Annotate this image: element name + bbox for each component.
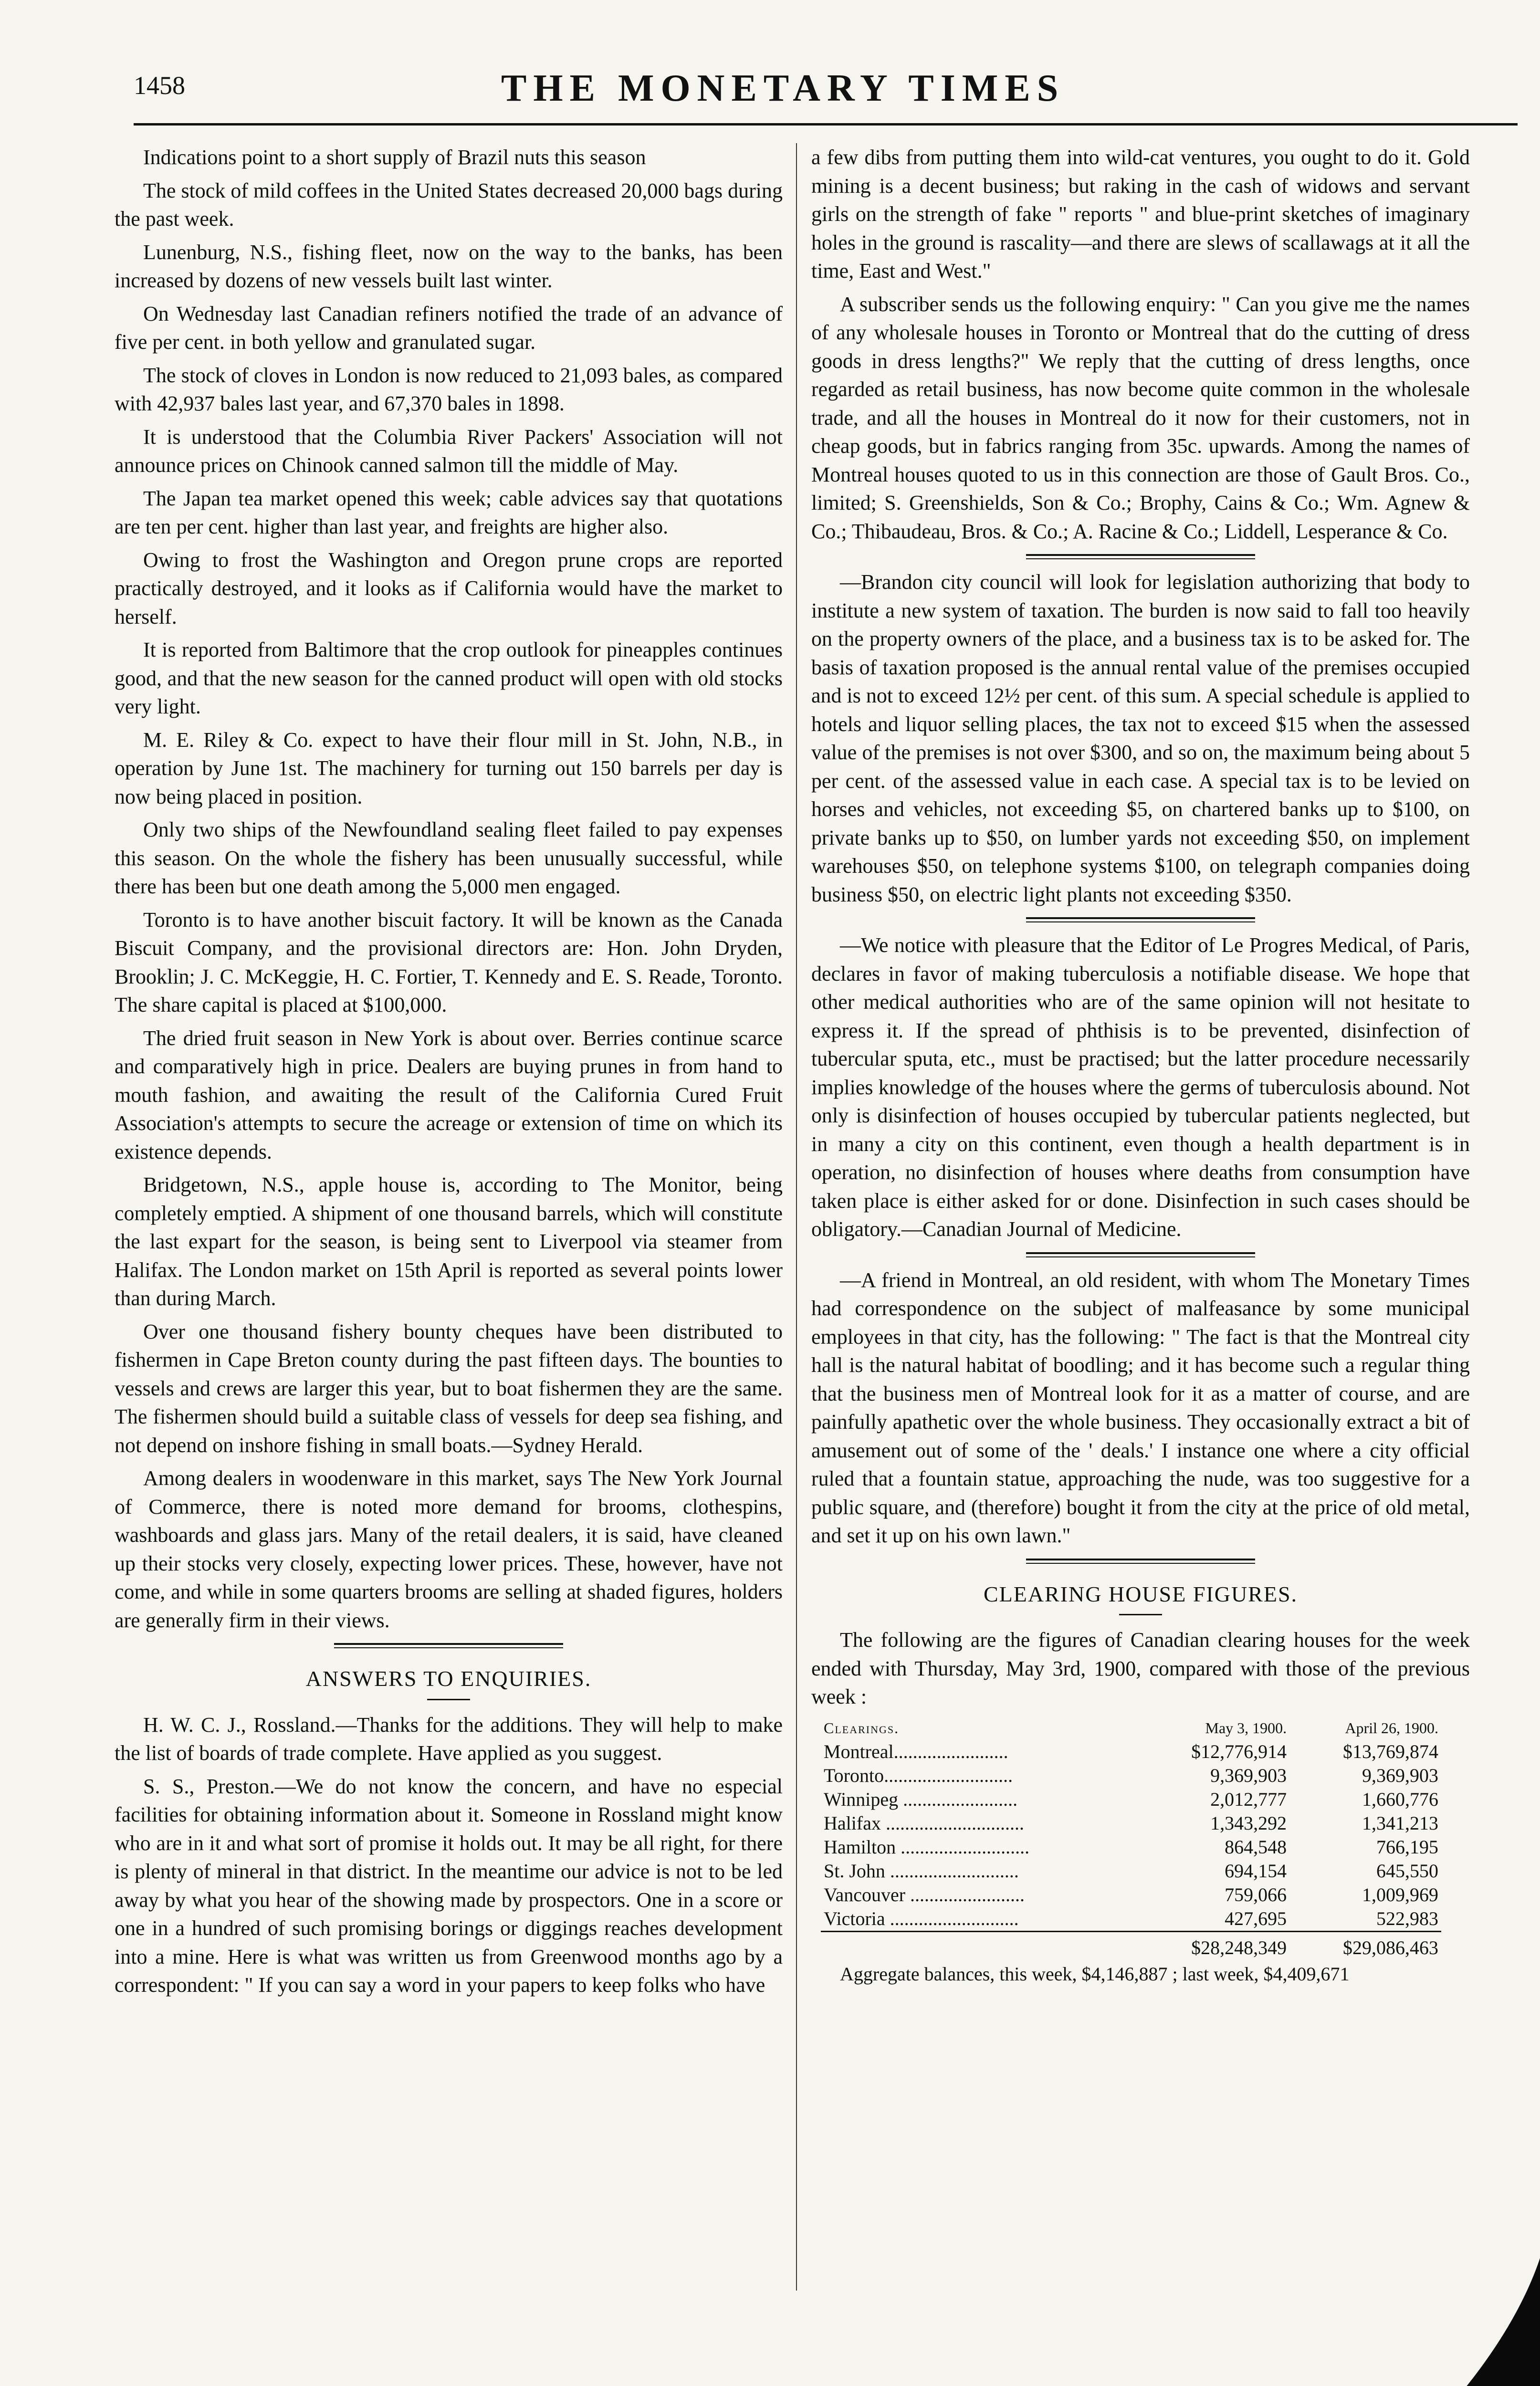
- news-item: Indications point to a short supply of Brazil nuts this season: [143, 146, 646, 169]
- news-item: Bridgetown, N.S., apple house is, according to The Monitor, being completely emptied. A shipment of one thousand barrels, which will constitute the last expart for the season, is being sent to Liverpool via steamer from Halifax. The London market on 15th April is reported as several points lower than during March.: [115, 1173, 783, 1310]
- city-name: Montreal........................: [824, 1740, 1008, 1762]
- city-name: St. John ...........................: [824, 1860, 1019, 1882]
- current-value: 694,154: [1225, 1860, 1287, 1882]
- total-row: [821, 1931, 1441, 1960]
- left-column: [115, 143, 783, 2004]
- current-value: $12,776,914: [1191, 1740, 1287, 1762]
- previous-value: 1,009,969: [1362, 1884, 1438, 1905]
- page-curl-shadow: [1454, 2258, 1540, 2386]
- table-row: [821, 1788, 1441, 1811]
- brandon-item: —Brandon city council will look for legislation authorizing that body to institute a new system of taxation. The burden is now said to fall too heavily on the property owners of the place, and a business tax is to be asked for. The basis of taxation proposed is the annual rental value of the premises occupied and is not to exceed 12½ per cent. of this sum. A special schedule is applied to hotels and liquor selling places, the tax not to exceed $15 when the assessed value of the premises is not over $300, and so on, the maximum being about 5 per cent. of the assessed value in each case. A special tax is to be levied on horses and vehicles, not exceeding $5, on chartered banks up to $100, on private banks up to $50, on lumber yards not exceeding $50, on implement warehouses $50, on telephone systems $100, on telegraph companies doing business $50, on electric light plants not exceeding $350.: [811, 570, 1470, 906]
- section-rule: [1026, 1559, 1255, 1564]
- journal-title: THE MONETARY TIMES: [501, 67, 1065, 109]
- page-number: 1458: [134, 71, 185, 100]
- section-rule: [1026, 554, 1255, 559]
- city-name: Victoria ...........................: [824, 1907, 1019, 1929]
- answer-item: H. W. C. J., Rossland.—Thanks for the additions. They will help to make the list of boards of trade complete. Have applied as you suggest.: [115, 1713, 783, 1765]
- col-current-label: May 3, 1900.: [1205, 1719, 1287, 1737]
- table-row: [821, 1859, 1441, 1883]
- col-clearings-label: Clearings.: [824, 1719, 900, 1737]
- previous-value: 9,369,903: [1362, 1764, 1438, 1786]
- news-item: Only two ships of the Newfoundland sealing fleet failed to pay expenses this season. On the whole the fishery has been unusually successful, while there has been but one death among the 5,000 men engaged.: [115, 818, 783, 898]
- section-rule: [334, 1643, 563, 1648]
- aggregate-balances: Aggregate balances, this week, $4,146,887 ; last week, $4,409,671: [840, 1963, 1350, 1985]
- city-name: Vancouver ........................: [824, 1884, 1025, 1905]
- short-rule: [1119, 1614, 1162, 1615]
- news-item: Over one thousand fishery bounty cheques have been distributed to fishermen in Cape Breton county during the past fifteen days. The bounties to vessels and crews are larger this year, but to boat fishermen they are the same. The fishermen should build a suitable class of vessels for deep sea fishing, and not depend on inshore fishing in small boats.—Sydney Herald.: [115, 1319, 783, 1457]
- news-item: It is understood that the Columbia River Packers' Association will not announce prices on Chinook canned salmon till the middle of May.: [115, 425, 783, 477]
- table-row: [821, 1764, 1441, 1788]
- clearing-table: [821, 1716, 1441, 1960]
- table-row: [821, 1740, 1441, 1764]
- previous-value: $13,769,874: [1343, 1740, 1438, 1762]
- city-name: Toronto...........................: [824, 1764, 1013, 1786]
- current-value: 864,548: [1225, 1836, 1287, 1858]
- previous-value: 645,550: [1376, 1860, 1438, 1882]
- subscriber-enquiry: A subscriber sends us the following enquiry: " Can you give me the names of any wholesale houses in Toronto or Montreal that do the cutting of dress goods in dress lengths?" We reply that the cutting of dress lengths, once regarded as retail business, has now become quite common in the wholesale trade, and all the houses in Montreal do it now for their customers, not in cheap goods, but in fabrics ranging from 35c. upwards. Among the names of Montreal houses quoted to us in this connection are those of Gault Bros. Co., limited; S. Greenshields, Son & Co.; Brophy, Cains & Co.; Wm. Agnew & Co.; Thibaudeau, Bros. & Co.; A. Racine & Co.; Liddell, Lesperance & Co.: [811, 292, 1470, 543]
- news-item: Lunenburg, N.S., fishing fleet, now on the way to the banks, has been increased by dozens of new vessels built last winter.: [115, 240, 783, 292]
- column-divider: [796, 143, 797, 2291]
- previous-value: 1,341,213: [1362, 1812, 1438, 1834]
- header-rule: [134, 123, 1518, 126]
- table-row: [821, 1811, 1441, 1835]
- previous-value: 1,660,776: [1362, 1788, 1438, 1810]
- news-item: It is reported from Baltimore that the crop outlook for pineapples continues good, and that the new season for the canned product will open with old stocks very light.: [115, 638, 783, 718]
- current-value: 427,695: [1225, 1907, 1287, 1929]
- answer-item: S. S., Preston.—We do not know the concern, and have no especial facilities for obtaining information about it. Someone in Rossland might know who are in it and what sort of promise it holds out. It may be all right, for there is plenty of mineral in that district. In the meantime our advice is not to be led away by what you hear of the showing made by prospectors. One in a score or one in a hundred of such promising borings or diggings reaches development into a mine. Here is what was written us from Greenwood months ago by a correspondent: " If you can say a word in your papers to keep folks who have: [115, 1774, 783, 1997]
- col-previous-label: April 26, 1900.: [1345, 1719, 1438, 1737]
- table-row: [821, 1907, 1441, 1932]
- answers-heading: ANSWERS TO ENQUIRIES.: [305, 1666, 592, 1691]
- section-rule: [1026, 1252, 1255, 1257]
- tuberculosis-item: —We notice with pleasure that the Editor of Le Progres Medical, of Paris, declares in favor of making tuberculosis a notifiable disease. We hope that other medical authorities who are of the same opinion will not hesitate to express it. If the spread of phthisis is to be prevented, disinfection of tubercular sputa, etc., must be practised; but the latter procedure necessarily implies knowledge of the houses where the germs of tuberculosis abound. Not only is disinfection of houses occupied by tubercular patients neglected, but in many a city on this continent, even though a health department is in operation, no disinfection of houses where deaths from consumption have taken place is either asked for or done. Disinfection in such cases should be obligatory.—Canadian Journal of Medicine.: [811, 933, 1470, 1241]
- continued-text: a few dibs from putting them into wild-cat ventures, you ought to do it. Gold mining is a decent business; but raking in the cash of widows and servant girls on the strength of fake " reports " and blue-print sketches of imaginary holes in the ground is rascality—and there are slews of scallawags at it all the time, East and West.": [811, 146, 1470, 283]
- page-header: [134, 67, 1537, 124]
- clearing-intro: The following are the figures of Canadian clearing houses for the week ended with Thursday, May 3rd, 1900, compared with those of the previous week :: [811, 1628, 1470, 1708]
- news-item: The stock of mild coffees in the United States decreased 20,000 bags during the past week.: [115, 178, 783, 230]
- right-column: [811, 143, 1470, 1993]
- news-item: On Wednesday last Canadian refiners notified the trade of an advance of five per cent. in both yellow and granulated sugar.: [115, 302, 783, 354]
- city-name: Hamilton ...........................: [824, 1836, 1030, 1858]
- table-header-row: [821, 1716, 1441, 1740]
- clearing-heading: CLEARING HOUSE FIGURES.: [983, 1581, 1298, 1606]
- section-rule: [1026, 917, 1255, 922]
- previous-value: 766,195: [1376, 1836, 1438, 1858]
- current-value: 2,012,777: [1210, 1788, 1287, 1810]
- previous-value: 522,983: [1376, 1907, 1438, 1929]
- news-item: The stock of cloves in London is now reduced to 21,093 bales, as compared with 42,937 bales last year, and 67,370 bales in 1898.: [115, 363, 783, 415]
- news-item: The Japan tea market opened this week; cable advices say that quotations are ten per cent. higher than last year, and freights are higher also.: [115, 486, 783, 538]
- news-item: The dried fruit season in New York is about over. Berries continue scarce and comparatively high in price. Dealers are buying prunes in from hand to mouth fashion, and awaiting the result of the California Cured Fruit Association's attempts to secure the acreage or extension of time on which its existence depends.: [115, 1026, 783, 1163]
- news-item: Among dealers in woodenware in this market, says The New York Journal of Commerce, there is noted more demand for brooms, clothespins, washboards and glass jars. Many of the retail dealers, it is said, have cleaned up their stocks very closely, expecting lower prices. These, however, have not come, and while in some quarters brooms are selling at shaded figures, holders are generally firm in their views.: [115, 1466, 783, 1632]
- total-current: $28,248,349: [1138, 1931, 1289, 1960]
- total-previous: $29,086,463: [1289, 1931, 1441, 1960]
- current-value: 1,343,292: [1210, 1812, 1287, 1834]
- news-item: Toronto is to have another biscuit factory. It will be known as the Canada Biscuit Company, and the provisional directors are: Hon. John Dryden, Brooklin; J. C. McKeggie, H. C. Fortier, T. Kennedy and E. S. Reade, Toronto. The share capital is placed at $100,000.: [115, 908, 783, 1016]
- city-name: Winnipeg ........................: [824, 1788, 1018, 1810]
- current-value: 759,066: [1225, 1884, 1287, 1905]
- short-rule: [427, 1699, 470, 1700]
- news-item: M. E. Riley & Co. expect to have their flour mill in St. John, N.B., in operation by June 1st. The machinery for turning out 150 barrels per day is now being placed in position.: [115, 728, 783, 808]
- table-row: [821, 1835, 1441, 1859]
- table-row: [821, 1883, 1441, 1907]
- montreal-item: —A friend in Montreal, an old resident, with whom The Monetary Times had correspondence on the subject of malfeasance by some municipal employees in that city, has the following: " The fact is that the Montreal city hall is the natural habitat of boodling; and it has become such a regular thing that the business men of Montreal look for it as a matter of course, and are painfully apathetic over the whole business. They occasionally extract a bit of amusement out of some of the ' deals.' I instance one where a city official ruled that a fountain statue, approaching the nude, was too suggestive for a public square, and (therefore) bought it from the city at the price of old metal, and set it up on his own lawn.": [811, 1268, 1470, 1547]
- news-item: Owing to frost the Washington and Oregon prune crops are reported practically destroyed, and it looks as if California would have the market to herself.: [115, 548, 783, 628]
- current-value: 9,369,903: [1210, 1764, 1287, 1786]
- city-name: Halifax .............................: [824, 1812, 1024, 1834]
